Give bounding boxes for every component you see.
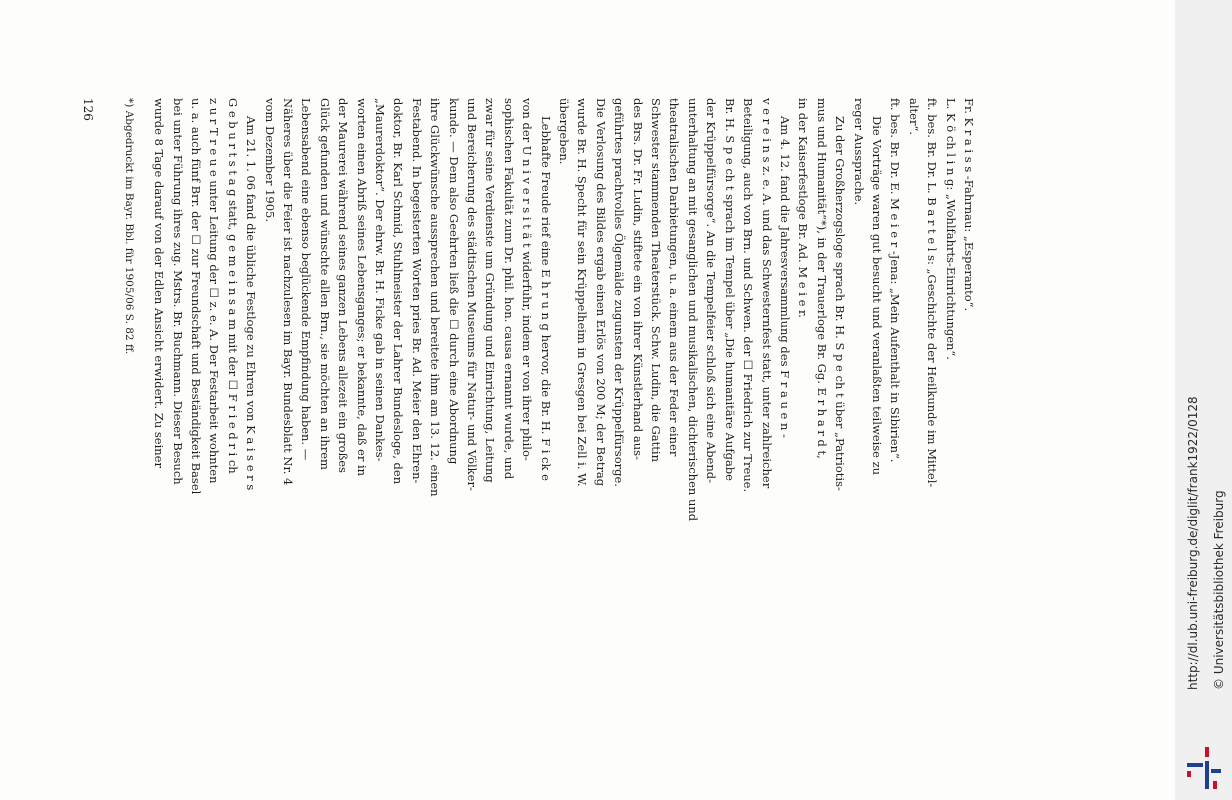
- rotated-text-block: [81, 98, 978, 688]
- line-26: zwar für seine Verdienste um Gründung und Einrichtung, Leitung: [483, 98, 498, 483]
- line-22: übergeben.: [557, 98, 572, 165]
- line-38: vom Dezember 1905.: [262, 98, 277, 223]
- line-44: wurde 8 Tage darauf von der Edlen Ansicht erwidert. Zu seiner: [152, 98, 167, 468]
- line-31: doktor, Br. Karl Schmid, Stuhlmeister der Lahrer Bundesloge, den: [391, 98, 406, 485]
- line-41: z u r T r e u e unter Leitung der ☐ z. e. A. Der Festarbeit wohnten: [207, 98, 222, 484]
- line-25: sophischen Fakultät zum Dr. phil. hon. causa ernannt wurde, und: [501, 98, 516, 480]
- line-0: Fr. K r a i s s -Fahrnau: „Esperanto“.: [962, 98, 976, 312]
- line-19: geführtes prachtvolles Ölgemälde zugunsten der Krüppelfürsorge.: [612, 98, 627, 487]
- line-42: u. a. auch fünf Brr. der ☐ zur Freundschaft und Beständigkeit Basel: [188, 98, 203, 495]
- logo-bar-blue-right: [1211, 769, 1221, 773]
- line-2: ft. bes. Br. Dr. L. B a r t e l s: „Geschichte der Heilkunde im Mittel-: [925, 98, 940, 488]
- footnote: *) Abgedruckt im Bayr. Bbl. für 1905/06 S. 82 ff.: [122, 98, 135, 355]
- logo-bar-blue-left: [1187, 763, 1203, 767]
- line-7: Zu der Großherzogsloge sprach Br. H. S p e ch t über „Patriotis-: [833, 116, 848, 491]
- copyright-notice: © Universitätsbibliothek Freiburg: [1212, 490, 1226, 690]
- line-40: G e b u r t s t a g statt, g e m e i n s a m mit der ☐ F r i e d r i ch: [225, 98, 240, 474]
- line-11: v e r e i n s z. e. A. und das Schwesternfest statt, unter zahlreicher: [759, 98, 774, 489]
- line-27: und Bereicherung des städtischen Museums für Natur- und Völker-: [465, 98, 480, 491]
- line-18: des Brs. Dr. Fr. Ludin, stiftete ein von ihrer Künstlerhand aus-: [630, 98, 645, 460]
- line-5: Die Vorträge waren gut besucht und veranlaßten teilweise zu: [869, 116, 884, 476]
- library-logo-icon: [1183, 745, 1223, 793]
- line-8: mus und Humanität“*), in der Trauerloge Br. Gg. E r h a r d t,: [814, 98, 829, 459]
- line-39: Am 21. 1. 06 fand die übliche Festloge zu Ehren von K a i s e r s: [244, 116, 259, 491]
- logo-bar-blue-stem: [1205, 761, 1209, 789]
- line-35: Glück gefunden und wünschte allen Brn., sie möchten an ihrem: [317, 98, 332, 470]
- line-14: der Krüppelfürsorge“. An die Tempelfeier schloß sich eine Abend-: [704, 98, 719, 484]
- line-3: alter“.: [906, 98, 921, 135]
- line-6: reger Aussprache.: [851, 98, 866, 206]
- line-12: Beteiligung, auch von Brn. und Schwen. der ☐ Friedrich zur Treue.: [741, 98, 756, 493]
- line-20: Die Verlosung des Bildes ergab einen Erlös von 200 M; der Betrag: [593, 98, 608, 487]
- line-10: Am 4. 12. fand die Jahresversammlung des F r a u e n -: [777, 116, 792, 438]
- permalink-url[interactable]: http://dl.ub.uni-freiburg.de/diglit/frank1922/0128: [1186, 396, 1200, 690]
- line-24: von der U n i v e r s i t ä t widerfuhr, indem er von ihrer philo-: [520, 98, 535, 461]
- line-34: der Maurerei während seines ganzen Lebens allezeit ein großes: [336, 98, 351, 473]
- line-16: theatralischen Darbietungen, u. a. einem aus der Feder einer: [667, 98, 682, 457]
- logo-bar-red-mid: [1187, 771, 1191, 777]
- line-37: Näheres über die Feier ist nachzulesen im Bayr. Bundesblatt Nr. 4: [280, 98, 295, 486]
- logo-bar-red-top: [1205, 747, 1209, 757]
- line-21: wurde Br. H. Specht für sein Krüppelheim in Gresgen bei Zell i. W.: [575, 98, 590, 487]
- logo-bar-red-bottom: [1213, 781, 1217, 789]
- line-9: in der Kaiserfestloge Br. Ad. M e i e r.: [796, 98, 811, 318]
- line-33: worten einen Abriß seines Lebensganges; er bekannte, daß er in: [354, 98, 369, 477]
- line-4: ft. bes. Br. Dr. E. M e i e r -Jena: „Mein Aufenthalt in Sibirien“.: [888, 98, 903, 463]
- line-28: kunde. — Dem also Geehrten ließ die ☐ durch eine Abordnung: [446, 98, 461, 465]
- line-17: Schwester stammenden Theaterstück. Schw. Ludin, die Gattin: [649, 98, 664, 462]
- line-43: bei unter Führung ihres zug. Mstrs. Br. Buchmann. Dieser Besuch: [170, 98, 185, 485]
- line-36: Lebensabend eine ebenso beglückende Empfindung haben. —: [299, 98, 314, 461]
- line-15: unterhaltung an mit gesanglichen und musikalischen, dichterischen und: [685, 98, 700, 522]
- line-29: ihre Glückwünsche aussprechen und bereitete ihm am 13. 12. einen: [428, 98, 443, 497]
- line-13: Br. H. S p e ch t sprach im Tempel über „Die humanitäre Aufgabe: [722, 98, 737, 481]
- line-23: Lebhafte Freude rief eine E h r u n g hervor, die Br. H. F i ck e: [538, 116, 553, 481]
- line-1: L. K ö ch l i n g: „Wohlfahrts-Einrichtungen“.: [943, 98, 958, 360]
- line-30: Festabend. In begeisterten Worten pries Br. Ad. Meier den Ehren-: [409, 98, 424, 484]
- page-number: 126: [81, 98, 96, 121]
- line-32: „Maurerdoktor“. Der ehrw. Br. H. Ficke gab in seinen Dankes-: [373, 98, 387, 462]
